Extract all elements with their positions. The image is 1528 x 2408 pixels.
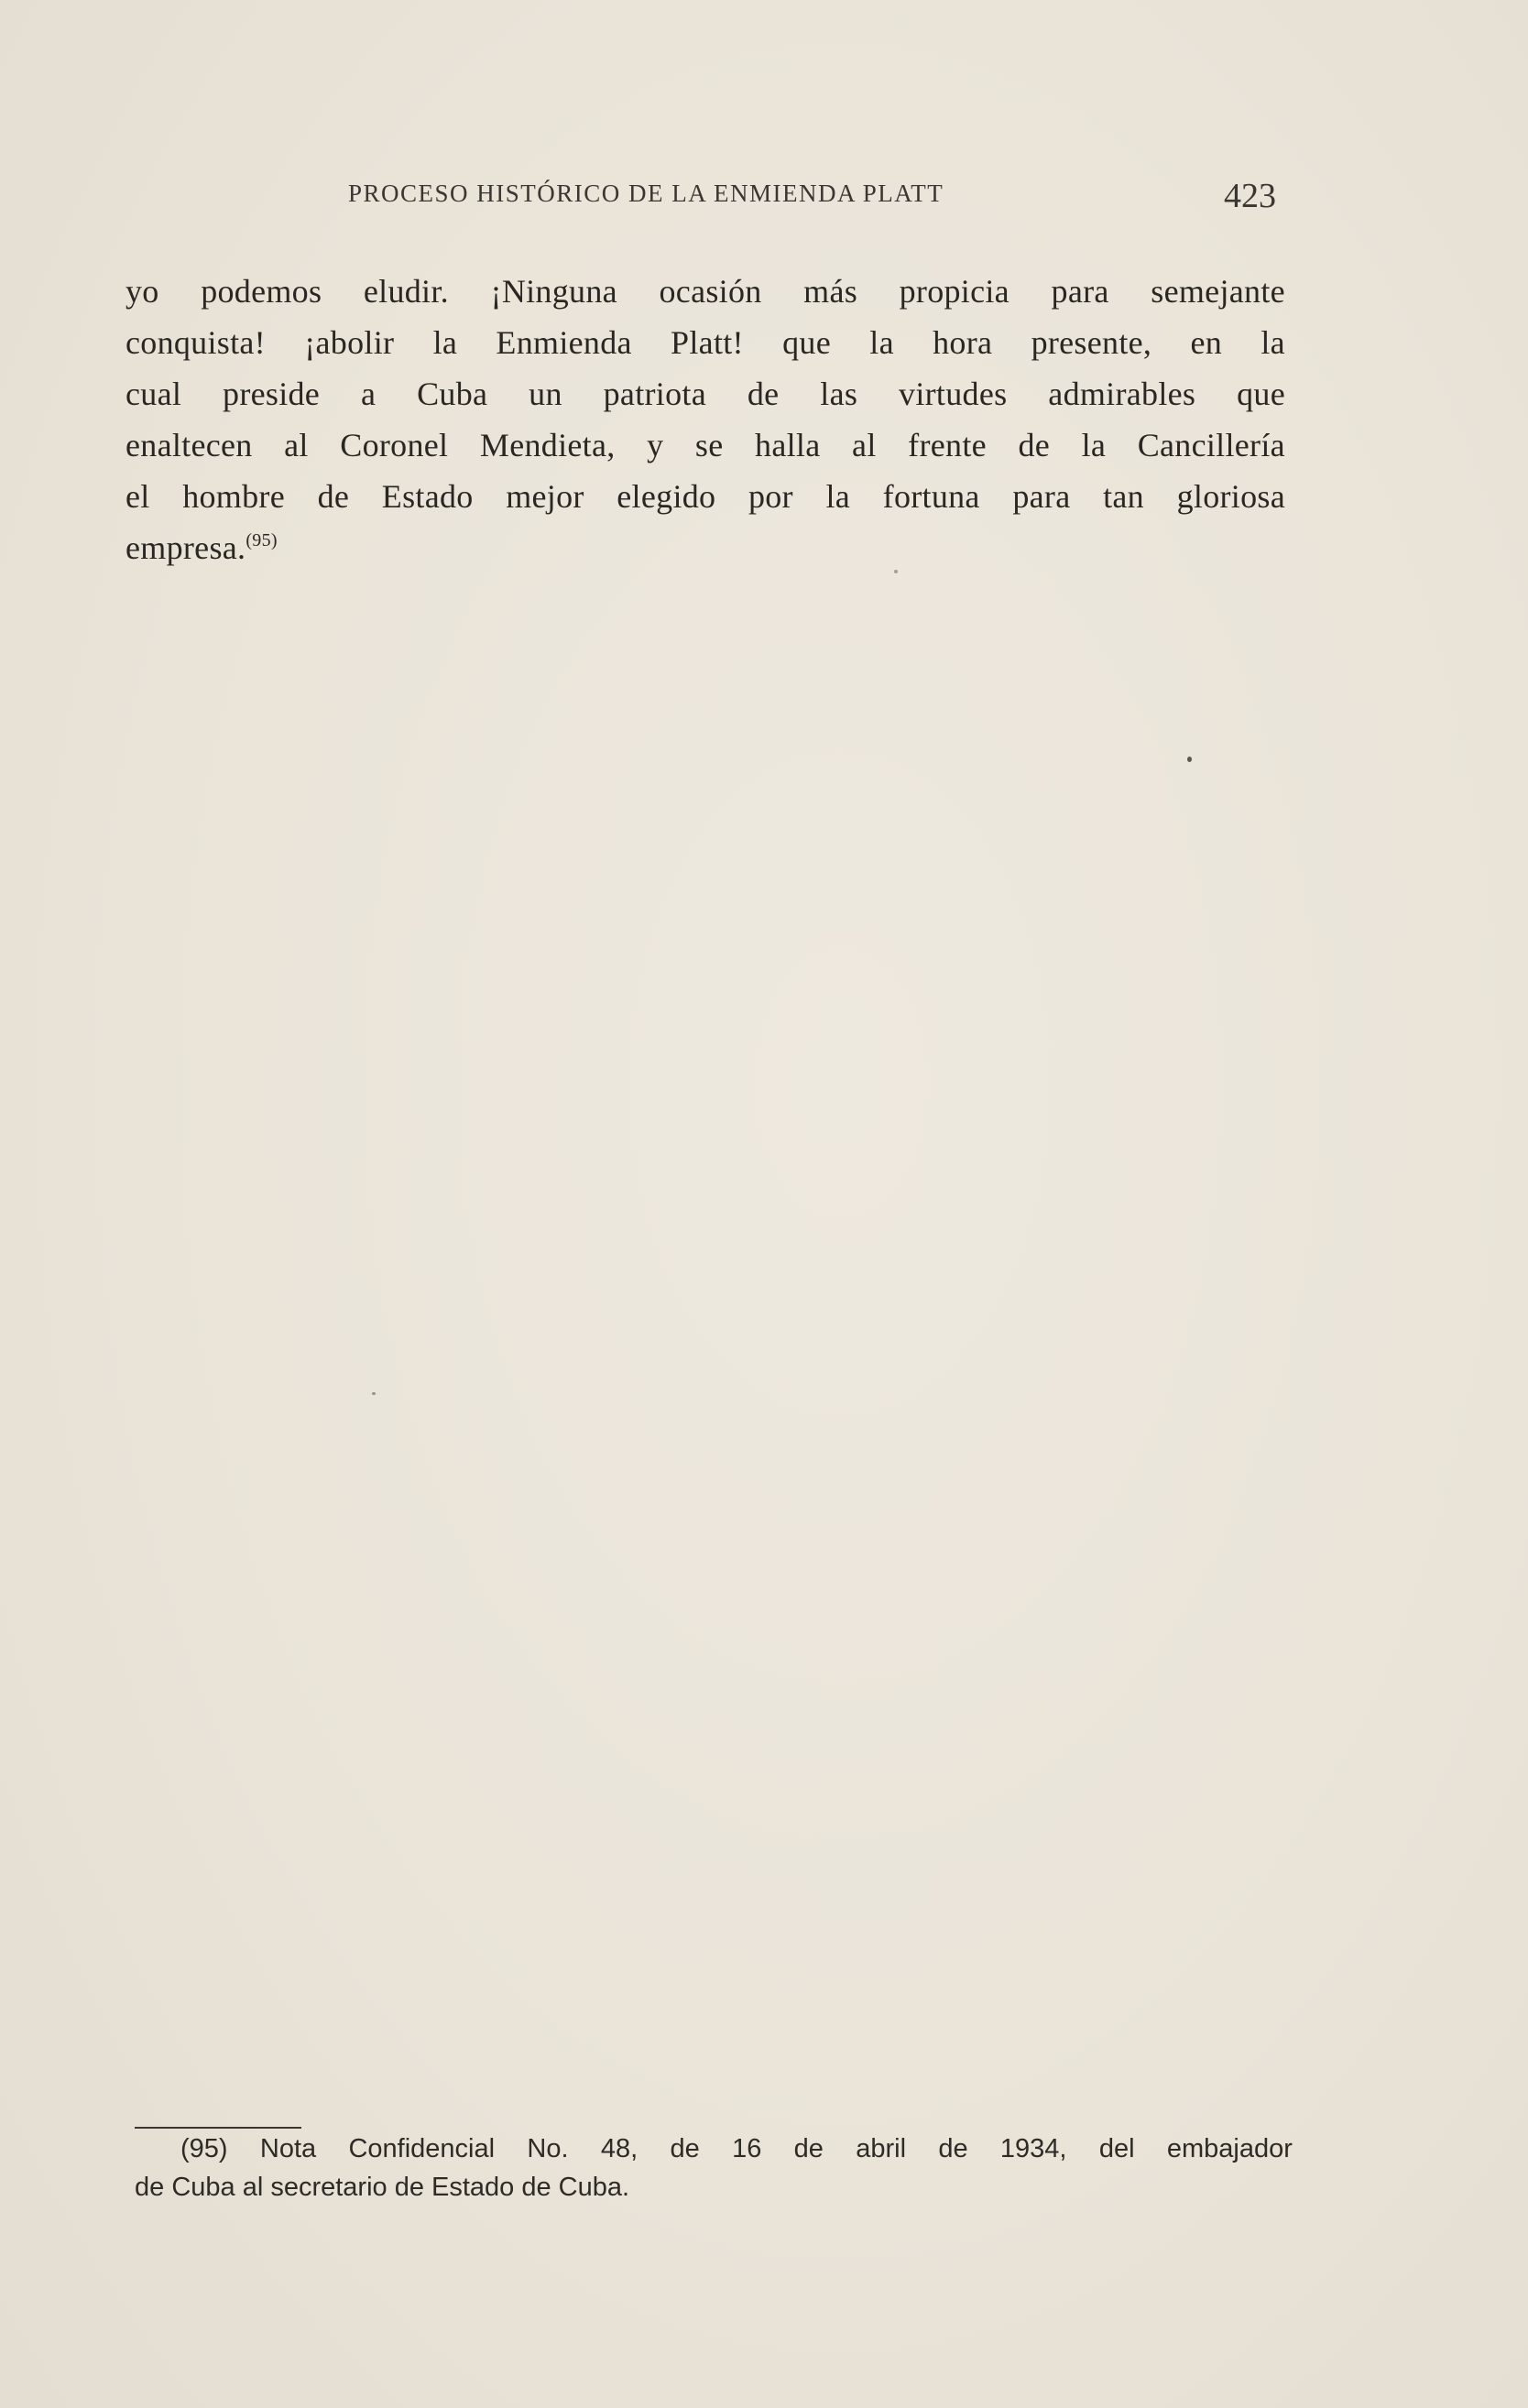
body-word: Cancillería <box>1137 427 1285 463</box>
body-word: gloriosa <box>1176 478 1285 515</box>
body-word: admirables <box>1048 376 1196 412</box>
body-word: al <box>284 427 309 463</box>
footnote-word: 1934, <box>999 2134 1067 2163</box>
body-word: de <box>317 478 350 515</box>
body-line <box>126 317 1285 368</box>
footnote <box>135 2130 1293 2206</box>
body-word: virtudes <box>899 376 1008 412</box>
body-line-last <box>126 522 1285 573</box>
running-head: PROCESO HISTÓRICO DE LA ENMIENDA PLATT <box>348 180 944 207</box>
body-word: que <box>1237 376 1285 412</box>
footnote-word: del <box>1098 2134 1135 2163</box>
body-word: enaltecen <box>126 427 253 463</box>
body-word: Enmienda <box>496 324 632 361</box>
body-word: ¡abolir <box>304 324 395 361</box>
body-word: de <box>747 376 780 412</box>
body-word: eludir. <box>363 273 449 310</box>
body-word: conquista! <box>126 324 266 361</box>
body-paragraph <box>126 266 1285 573</box>
footnote-line-2: de Cuba al secretario de Estado de Cuba. <box>135 2173 630 2202</box>
body-word: en <box>1190 324 1223 361</box>
body-word: Estado <box>381 478 474 515</box>
body-word: tan <box>1103 478 1144 515</box>
body-word: mejor <box>506 478 584 515</box>
body-word: propicia <box>899 273 1010 310</box>
body-word: por <box>748 478 793 515</box>
body-line <box>126 266 1285 317</box>
body-word: Mendieta, <box>479 427 616 463</box>
body-word: a <box>360 376 377 412</box>
footnote-word: Nota <box>259 2134 317 2163</box>
footnote-word: 48, <box>600 2134 638 2163</box>
body-word: la <box>1081 427 1107 463</box>
paper-speck <box>894 570 898 573</box>
body-word: la <box>432 324 458 361</box>
body-word: hombre <box>182 478 285 515</box>
body-word: que <box>782 324 831 361</box>
body-word: ¡Ninguna <box>490 273 617 310</box>
body-word: patriota <box>603 376 706 412</box>
footnote-word: 16 <box>732 2134 762 2163</box>
body-word: la <box>869 324 894 361</box>
body-word: las <box>820 376 858 412</box>
footnote-reference: (95) <box>246 530 278 550</box>
body-word: podemos <box>201 273 322 310</box>
body-word: cual <box>126 376 182 412</box>
body-word: fortuna <box>882 478 980 515</box>
footnote-line-1 <box>135 2130 1293 2168</box>
body-word: la <box>825 478 851 515</box>
body-word: presente, <box>1031 324 1152 361</box>
body-word: hora <box>933 324 993 361</box>
body-line <box>126 419 1285 471</box>
footnote-word: (95) <box>180 2134 228 2163</box>
body-line <box>126 471 1285 522</box>
body-word: semejante <box>1151 273 1285 310</box>
body-word: para <box>1012 478 1071 515</box>
footnote-word: Confidencial <box>348 2134 496 2163</box>
footnote-divider <box>135 2127 301 2129</box>
body-word: preside <box>223 376 321 412</box>
body-word: más <box>803 273 858 310</box>
body-word: para <box>1051 273 1109 310</box>
paper-speck <box>1187 757 1192 762</box>
footnote-word: de <box>670 2134 700 2163</box>
body-word: elegido <box>617 478 716 515</box>
body-word: Coronel <box>340 427 449 463</box>
body-word: yo <box>126 273 159 310</box>
page-number: 423 <box>1224 177 1276 215</box>
body-word: de <box>1018 427 1051 463</box>
body-word: ocasión <box>659 273 762 310</box>
body-word: un <box>529 376 562 412</box>
body-word: al <box>852 427 877 463</box>
paper-speck <box>372 1392 376 1395</box>
body-line <box>126 368 1285 419</box>
body-word: frente <box>908 427 987 463</box>
body-word: Platt! <box>671 324 744 361</box>
body-word: el <box>126 478 150 515</box>
body-word: halla <box>755 427 821 463</box>
footnote-word: de <box>938 2134 968 2163</box>
body-word: y <box>647 427 664 463</box>
footnote-word: No. <box>527 2134 569 2163</box>
body-last-words: empresa. <box>126 529 246 566</box>
footnote-word: abril <box>856 2134 907 2163</box>
footnote-word: embajador <box>1166 2134 1293 2163</box>
body-word: Cuba <box>417 376 488 412</box>
footnote-word: de <box>793 2134 824 2163</box>
body-word: se <box>694 427 724 463</box>
body-word: la <box>1261 324 1285 361</box>
